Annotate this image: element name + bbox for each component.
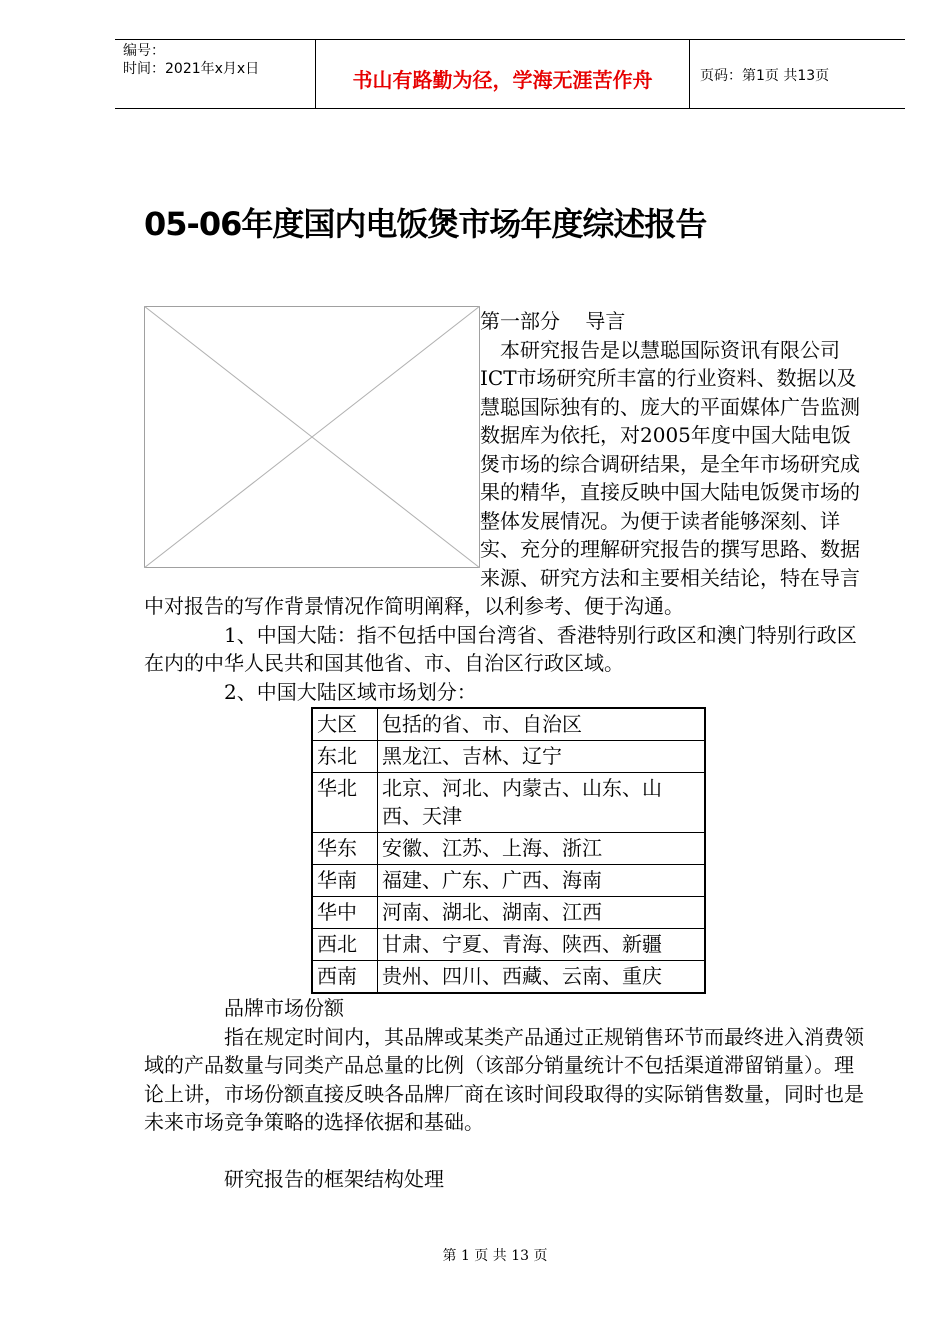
brand-share-paragraph: 指在规定时间内，其品牌或某类产品通过正规销售环节而最终进入消费领域的产品数量与同类产品总量的比例（该部分销量统计不包括渠道滞留销量）。理论上讲，市场份额直接反映各品牌厂商在该时间段取得的实际销售数量，同时也是未来市场竞争策略的选择依据和基础。 <box>144 1024 864 1134</box>
table-row <box>312 865 705 897</box>
region-provinces: 北京、河北、内蒙古、山东、山西、天津 <box>378 773 706 833</box>
table-row <box>312 741 705 773</box>
region-provinces: 黑龙江、吉林、辽宁 <box>378 741 706 773</box>
header-motto: 书山有路勤为径，学海无涯苦作舟 <box>352 68 653 92</box>
region-provinces: 贵州、四川、西藏、云南、重庆 <box>378 961 706 994</box>
region-name: 西北 <box>312 929 378 961</box>
region-name: 华南 <box>312 865 378 897</box>
table-header-cell: 包括的省、市、自治区 <box>378 708 706 741</box>
region-name: 西南 <box>312 961 378 994</box>
region-name: 东北 <box>312 741 378 773</box>
framework-heading: 研究报告的框架结构处理 <box>224 1166 444 1191</box>
region-name: 华中 <box>312 897 378 929</box>
region-provinces: 福建、广东、广西、海南 <box>378 865 706 897</box>
table-row <box>312 897 705 929</box>
document-time-label: 时间：2021年x月x日 <box>123 61 260 77</box>
region-name: 华东 <box>312 833 378 865</box>
document-title: 05-06年度国内电饭煲市场年度综述报告 <box>144 205 707 243</box>
table-row <box>312 833 705 865</box>
header-meta-cell <box>115 40 316 108</box>
definition-item-mainland: 1、中国大陆：指不包括中国台湾省、香港特别行政区和澳门特别行政区在内的中华人民共和国其他省、市、自治区行政区域。 <box>144 622 857 675</box>
table-header-cell: 大区 <box>312 708 378 741</box>
table-row <box>312 929 705 961</box>
page-footer: 第 1 页 共 13 页 <box>442 1248 548 1264</box>
definition-item-regions: 2、中国大陆区域市场划分： <box>224 679 477 704</box>
table-header-row <box>312 708 705 741</box>
region-provinces: 甘肃、宁夏、青海、陕西、新疆 <box>378 929 706 961</box>
brand-share-heading: 品牌市场份额 <box>224 996 344 1020</box>
table-row <box>312 961 705 994</box>
image-float-spacer <box>144 307 480 582</box>
document-number-label: 编号： <box>123 43 165 59</box>
table-row <box>312 773 705 833</box>
region-name: 华北 <box>312 773 378 833</box>
intro-paragraph: 本研究报告是以慧聪国际资讯有限公司ICT市场研究所丰富的行业资料、数据以及慧聪国际独有的、庞大的平面媒体广告监测数据库为依托，对2005年度中国大陆电饭煲市场的综合调研结果，是全年市场研究成果的精华，直接反映中国大陆电饭煲市场的整体发展情况。为便于读者能够深刻、详实、充分的理解研究报告的撰写思路、数据来源、研究方法和主要相关结论，特在导言中对报告的写作背景情况作简明阐释，以利参考、便于沟通。 <box>144 337 860 618</box>
region-provinces: 河南、湖北、湖南、江西 <box>378 897 706 929</box>
page-header <box>115 39 905 109</box>
header-page-cell <box>690 40 905 108</box>
regions-table <box>311 707 706 994</box>
section-gap <box>144 1137 868 1165</box>
region-provinces: 安徽、江苏、上海、浙江 <box>378 833 706 865</box>
intro-heading: 第一部分 导言 <box>480 309 626 333</box>
document-body <box>144 307 868 1193</box>
header-motto-cell <box>316 40 690 108</box>
header-page-info: 页码：第1页 共13页 <box>700 68 830 84</box>
